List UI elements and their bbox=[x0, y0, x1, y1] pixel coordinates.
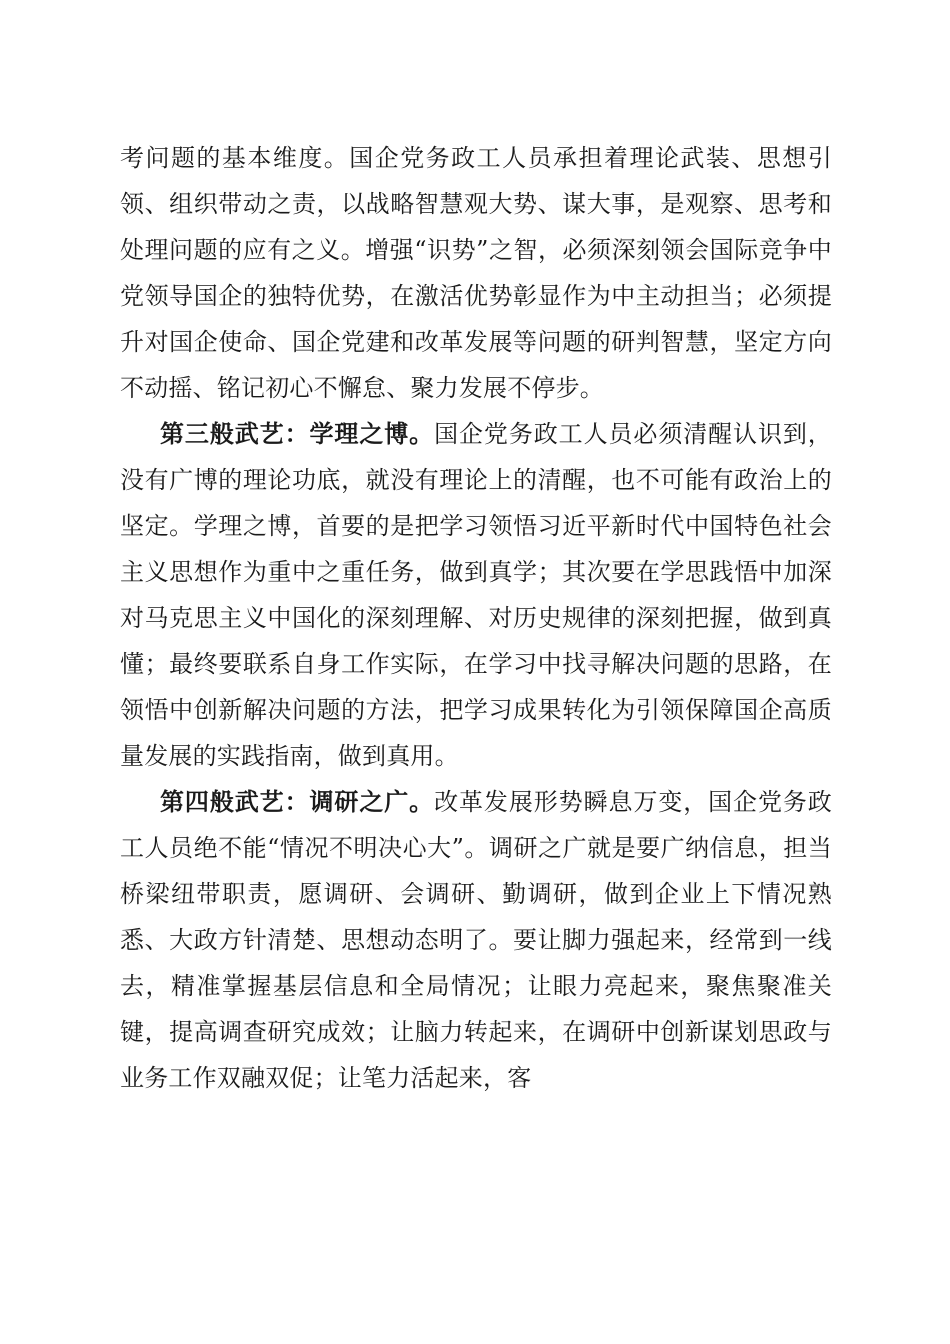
paragraph-fourth-skill bbox=[120, 779, 832, 1101]
paragraph-text: 改革发展形势瞬息万变，国企党务政工人员绝不能“情况不明决心大”。调研之广就是要广纳信息，担当桥梁纽带职责，愿调研、会调研、勤调研，做到企业上下情况熟悉、大政方针清楚、思想动态明了。要让脚力强起来，经常到一线去，精准掌握基层信息和全局情况；让眼力亮起来，聚焦聚准关键，提高调查研究成效；让脑力转起来，在调研中创新谋划思政与业务工作双融双促；让笔力活起来，客 bbox=[120, 788, 833, 1092]
paragraph-heading: 第三般武艺：学理之博。 bbox=[160, 419, 435, 448]
paragraph-text: 考问题的基本维度。国企党务政工人员承担着理论武装、思想引领、组织带动之责，以战略智慧观大势、谋大事，是观察、思考和处理问题的应有之义。增强“识势”之智，必须深刻领会国际竞争中党领导国企的独特优势，在激活优势彰显作为中主动担当；必须提升对国企使命、国企党建和改革发展等问题的研判智慧，坚定方向不动摇、铭记初心不懈怠、聚力发展不停步。 bbox=[120, 144, 832, 402]
paragraph-text: 国企党务政工人员必须清醒认识到，没有广博的理论功底，就没有理论上的清醒，也不可能有政治上的坚定。学理之博，首要的是把学习领悟习近平新时代中国特色社会主义思想作为重中之重任务，做到真学；其次要在学思践悟中加深对马克思主义中国化的深刻理解、对历史规律的深刻把握，做到真懂；最终要联系自身工作实际，在学习中找寻解决问题的思路，在领悟中创新解决问题的方法，把学习成果转化为引领保障国企高质量发展的实践指南，做到真用。 bbox=[120, 420, 833, 770]
paragraph-third-skill bbox=[120, 411, 832, 779]
document-body bbox=[120, 135, 832, 1101]
paragraph-heading: 第四般武艺：调研之广。 bbox=[160, 787, 435, 816]
paragraph-continuation bbox=[120, 135, 832, 411]
